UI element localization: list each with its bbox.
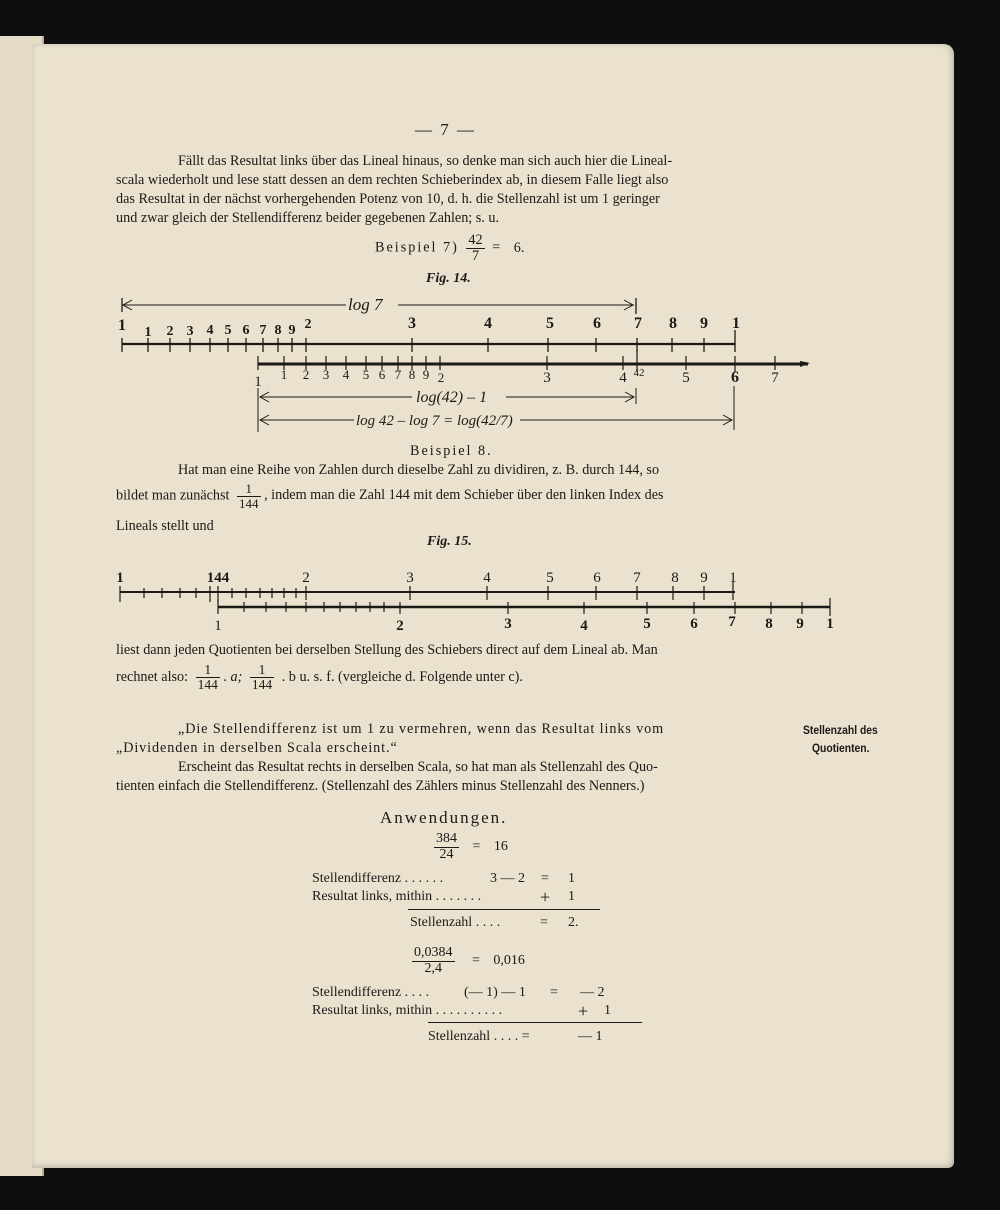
example7: [375, 233, 524, 264]
para4-line2: tienten einfach die Stellendifferenz. (Stellenzahl des Zählers minus Stellenzahl des Nenners.): [116, 778, 645, 794]
calc1-row3-val: 2.: [568, 915, 579, 930]
para2-frac-den: 144: [239, 495, 259, 511]
fig15-top-label: 8: [671, 570, 679, 586]
fig15-top-label: 1: [729, 570, 737, 586]
calc1-fraction: [434, 832, 459, 862]
example7-result: 6.: [513, 239, 525, 256]
fig14-slide-label: 7: [771, 370, 779, 386]
calc2-row2-label: Resultat links, mithin . . . . . . . . . .: [312, 1003, 503, 1018]
calc1-den: 24: [439, 846, 454, 862]
fig14-top-label: 5: [546, 315, 554, 332]
fig14-slide-label: 2: [302, 367, 310, 382]
para1-line3: das Resultat in der nächst vorhergehenden Potenz von 10, d. h. die Stellenzahl ist um 1 geringer: [116, 191, 660, 207]
example7-label: Beispiel 7): [375, 239, 459, 256]
calc2-row1-eq: =: [550, 985, 558, 1000]
rule-line2: „Dividenden in derselben Scala erscheint.“: [116, 740, 398, 756]
fig15-top-label: 4: [483, 570, 491, 586]
fig14-top-label: 4: [484, 315, 492, 332]
fig14-diagram: [110, 290, 820, 440]
fig14-slide-label: 1: [254, 374, 262, 390]
calc1-row3-eq: =: [540, 915, 548, 930]
calc1-sum-line: [408, 909, 600, 910]
para4-line1: Erscheint das Resultat rechts in derselben Scala, so hat man als Stellenzahl des Quo-: [178, 759, 658, 775]
fig15-top-label: 9: [700, 570, 708, 586]
fig14-top-label: 7: [259, 323, 267, 338]
fig15-bottom-label: 6: [690, 616, 698, 632]
para3-frac-a-num: 1: [196, 663, 220, 678]
fig14-log-diff-label: log 42 – log 7 = log(42/7): [356, 413, 513, 429]
page-number: — 7 —: [415, 120, 476, 139]
calc1-eq: =: [472, 839, 481, 855]
para3-frac-b-den: 144: [251, 677, 273, 693]
para1-line4: und zwar gleich der Stellendifferenz beider gegebenen Zahlen; s. u.: [116, 210, 500, 226]
para3-fraction-b: [250, 663, 274, 692]
para2-line1: Hat man eine Reihe von Zahlen durch dieselbe Zahl zu dividiren, z. B. durch 144, so: [178, 462, 660, 478]
fig14-slide-label: 4: [342, 367, 350, 382]
fig14-slide-label: 5: [362, 367, 370, 382]
fig14-top-label: 1: [732, 315, 740, 332]
fig14-top-label: 9: [700, 315, 708, 332]
calc2-den: 2,4: [424, 960, 442, 976]
fig15-top-label: 1: [116, 570, 124, 586]
calc2-row3-label: Stellenzahl . . . . =: [428, 1029, 530, 1044]
calc2-row1-val: — 2: [580, 985, 605, 1000]
calc1-equation: [430, 832, 508, 862]
calc2-row1-label: Stellendifferenz . . . .: [312, 985, 430, 1000]
calc1-row1-val: 1: [568, 871, 575, 886]
fig14-slide-label: 9: [422, 367, 430, 382]
fig14-slide-label: 3: [543, 370, 551, 386]
example8-label: Beispiel 8.: [410, 443, 493, 459]
fig15-bottom-label: 1: [214, 618, 222, 634]
rule-line1: „Die Stellendifferenz ist um 1 zu vermehren, wenn das Resultat links vom: [178, 721, 665, 737]
para3-a-part: . a;: [223, 668, 243, 685]
fig14-slide-label: 2: [437, 370, 445, 385]
fig14-top-label: 8: [274, 323, 282, 338]
fig15-bottom-label: 7: [728, 614, 736, 630]
para3-frac-b-num: 1: [250, 663, 274, 678]
fig14-top-label: 9: [288, 323, 296, 338]
fig14-top-label: 7: [634, 315, 642, 332]
calc1-row1-expr: 3 — 2: [490, 871, 525, 886]
fig14-caption: Fig. 14.: [426, 271, 471, 286]
calc2-fraction: [412, 946, 455, 976]
fig15-bottom-label: 5: [643, 616, 651, 632]
fig15-bottom-label: 1: [826, 616, 834, 632]
para2-line2: [116, 482, 664, 510]
para2-line2-pre: bildet man zunächst: [116, 487, 230, 504]
para2-frac-num: 1: [237, 482, 261, 497]
para3-fraction-a: [196, 663, 220, 692]
fig14-top-label: 1: [144, 325, 152, 340]
fig14-slide-label: 8: [408, 367, 416, 382]
fig14-slide-label: 7: [394, 367, 402, 382]
para3-b-part: . b u. s. f. (vergleiche d. Folgende unter c).: [281, 668, 523, 685]
fig15-bottom-label: 2: [396, 618, 404, 634]
fig15-top-label: 7: [633, 570, 641, 586]
anwendungen-title: Anwendungen.: [380, 808, 508, 827]
fig14-top-label: 2: [166, 324, 174, 339]
calc1-row1-label: Stellendifferenz . . . . . .: [312, 871, 444, 886]
calc1-result: 16: [493, 839, 508, 855]
fig15-caption: Fig. 15.: [427, 534, 472, 549]
fig14-slide-label: 6: [378, 367, 386, 382]
fig15-top-label: 2: [302, 570, 310, 586]
fig14-top-label: 6: [593, 315, 601, 332]
fig14-log7-label: log 7: [348, 295, 383, 314]
fig14-top-label: 6: [242, 323, 250, 338]
fig15-bottom-label: 4: [580, 618, 588, 634]
fig14-slide-label: 42: [633, 367, 645, 379]
fig14-top-label: 2: [304, 317, 312, 332]
fig15-top-label: 5: [546, 570, 554, 586]
example7-eq: =: [492, 239, 501, 256]
fig15-top-label: 144: [206, 570, 230, 586]
fig14-slide-label: 6: [731, 369, 739, 386]
example7-num: 42: [468, 232, 483, 248]
fig14-top-label: 8: [669, 315, 677, 332]
margin-note-line2: Quotienten.: [812, 743, 870, 755]
para2-fraction: [237, 482, 261, 510]
fig14-top-label: 5: [224, 323, 232, 338]
calc1-row2-label: Resultat links, mithin . . . . . . .: [312, 889, 482, 904]
para1-line1: Fällt das Resultat links über das Lineal hinaus, so denke man sich auch hier die Lineal-: [178, 153, 673, 169]
calc1-row3-label: Stellenzahl . . . .: [410, 915, 501, 930]
calc2-equation: [408, 946, 525, 976]
fig15-bottom-label: 9: [796, 616, 804, 632]
calc2-row1-expr: (— 1) — 1: [464, 985, 526, 1000]
calc2-row3-val: — 1: [578, 1029, 603, 1044]
fig14-log42-label: log(42) – 1: [416, 389, 488, 406]
fig14-top-label: 3: [408, 315, 416, 332]
para3-frac-a-den: 144: [197, 677, 218, 693]
calc2-num: 0,0384: [414, 945, 453, 960]
fig14-slide-label: 4: [619, 370, 627, 386]
fig14-top-label: 1: [118, 317, 126, 334]
fig15-bottom-label: 3: [504, 616, 512, 632]
para2-line3: Lineals stellt und: [116, 518, 214, 534]
fig14-top-label: 3: [186, 324, 194, 339]
calc1-row1-eq: =: [541, 871, 549, 886]
fig14-slide-label: 5: [682, 370, 690, 386]
margin-note-line1: Stellenzahl des: [803, 725, 878, 737]
para3-line2-pre: rechnet also:: [116, 668, 189, 685]
fig14-slide-label: 3: [322, 367, 330, 382]
calc2-eq: =: [472, 953, 480, 969]
fig15-diagram: [110, 562, 840, 634]
fig14-top-label: 4: [206, 323, 214, 338]
calc2-row2-op: +: [578, 1001, 589, 1021]
para1-line2: scala wiederholt und lese statt dessen an dem rechten Schieberindex ab, in diesem Falle liegt also: [116, 172, 669, 188]
calc2-row2-val: 1: [604, 1003, 611, 1018]
fig15-bottom-label: 8: [765, 616, 773, 632]
margin-note: [803, 722, 878, 758]
fig15-top-label: 3: [406, 570, 414, 586]
calc1-row2-op: +: [540, 887, 551, 907]
para3-line1: liest dann jeden Quotienten bei derselben Stellung des Schiebers direct auf dem Lineal ab. Man: [116, 642, 658, 658]
para2-line2-post: , indem man die Zahl 144 mit dem Schieber über den linken Index des: [264, 487, 664, 504]
para3-line2: [116, 663, 523, 692]
calc1-num: 384: [436, 831, 457, 846]
example7-fraction: [466, 233, 484, 264]
calc2-result: 0,016: [493, 953, 525, 969]
calc1-row2-val: 1: [568, 889, 575, 904]
calc2-sum-line: [428, 1022, 642, 1023]
example7-den: 7: [471, 247, 480, 264]
fig14-slide-label: 1: [280, 367, 288, 382]
fig15-top-label: 6: [593, 570, 601, 586]
